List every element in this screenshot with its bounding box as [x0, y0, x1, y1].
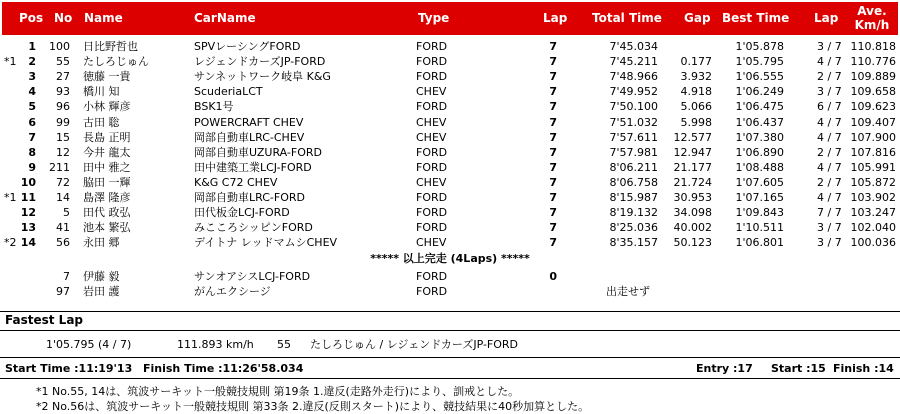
car-name-cell: サンオアシスLCJ-FORD: [194, 270, 311, 283]
laps-cell: 7: [549, 40, 557, 53]
best-lap-cell: 3 / 7: [817, 40, 842, 53]
divider: [0, 378, 900, 379]
penalty-note-2: *2 No.56は、筑波サーキット一般競技規則 第33条 2.違反(反則スタート)により、競技結果に40秒加算とした。: [36, 400, 590, 413]
average-speed-cell: 109.658: [850, 85, 896, 99]
table-row: [0, 99, 900, 114]
fastest-lap-no: 55: [277, 338, 291, 351]
laps-cell: 7: [549, 100, 557, 114]
start-count: Start :15: [771, 362, 826, 375]
car-name-cell: BSK1号: [194, 100, 234, 114]
total-time-cell: 8'06.758: [609, 175, 658, 189]
driver-name-cell: 今井 龍太: [83, 145, 131, 159]
driver-name-cell: 池本 繁弘: [83, 221, 131, 235]
gap-cell: 50.123: [673, 236, 712, 250]
car-no-cell: 27: [56, 70, 70, 84]
table-row: [0, 115, 900, 130]
table-row: [0, 235, 900, 250]
best-lap-cell: 4 / 7: [817, 191, 842, 204]
best-lap-cell: 2 / 7: [817, 145, 842, 159]
completion-label: ***** 以上完走 (4Laps) *****: [370, 252, 530, 265]
car-name-cell: 田中建築工業LCJ-FORD: [194, 160, 312, 174]
laps-cell: 7: [549, 175, 557, 189]
table-row: [0, 69, 900, 84]
engine-type-cell: FORD: [416, 145, 448, 159]
car-no-cell: 41: [56, 221, 70, 235]
best-time-cell: 1'07.165: [735, 191, 784, 204]
total-time-cell: 7'45.034: [609, 40, 658, 53]
gap-cell: 40.002: [673, 221, 712, 235]
laps-cell: 7: [549, 145, 557, 159]
best-lap-cell: 4 / 7: [817, 115, 842, 129]
best-lap-cell: 6 / 7: [817, 100, 842, 114]
car-no-cell: 100: [49, 40, 70, 53]
engine-type-cell: FORD: [416, 206, 448, 220]
laps-cell: 0: [549, 270, 557, 283]
fastest-lap-row: [0, 337, 900, 352]
average-speed-cell: 105.991: [850, 160, 896, 174]
header-pos: Pos: [19, 11, 44, 25]
divider: [0, 311, 900, 312]
car-no-cell: 7: [63, 270, 70, 283]
best-lap-cell: 7 / 7: [817, 206, 842, 220]
engine-type-cell: FORD: [416, 221, 448, 235]
best-time-cell: 1'09.843: [735, 206, 784, 220]
best-lap-cell: 4 / 7: [817, 130, 842, 144]
pos-cell: 11: [20, 191, 36, 204]
driver-name-cell: たしろじゅん: [83, 55, 149, 69]
gap-cell: 21.724: [673, 175, 712, 189]
engine-type-cell: FORD: [416, 285, 448, 298]
best-time-cell: 1'07.380: [735, 130, 784, 144]
table-row: [0, 220, 900, 235]
car-name-cell: 岡部自動車UZURA-FORD: [194, 145, 322, 159]
table-row: [0, 54, 900, 69]
best-time-cell: 1'06.801: [735, 236, 784, 250]
best-lap-cell: 3 / 7: [817, 221, 842, 235]
car-no-cell: 14: [56, 191, 70, 204]
laps-cell: 7: [549, 221, 557, 235]
car-name-cell: デイトナ レッドマムシCHEV: [194, 236, 338, 250]
total-time-cell: 8'35.157: [609, 236, 658, 250]
pos-cell: 9: [28, 160, 36, 174]
header-average-speed: [848, 4, 896, 32]
car-no-cell: 55: [56, 55, 70, 69]
laps-cell: 7: [549, 70, 557, 84]
header-no: No: [54, 11, 73, 25]
average-speed-cell: 102.040: [850, 221, 896, 235]
header-gap: Gap: [684, 11, 711, 25]
pos-cell: 14: [20, 236, 36, 250]
gap-cell: 3.932: [680, 70, 712, 84]
nonfinisher-row: [0, 269, 900, 284]
car-name-cell: SPVレーシングFORD: [194, 40, 301, 53]
engine-type-cell: CHEV: [416, 85, 447, 99]
car-no-cell: 99: [56, 115, 70, 129]
best-lap-cell: 3 / 7: [817, 85, 842, 99]
average-speed-cell: 110.818: [850, 40, 896, 53]
table-row: [0, 84, 900, 99]
gap-cell: 30.953: [673, 191, 712, 204]
best-lap-cell: 3 / 7: [817, 236, 842, 250]
car-no-cell: 56: [56, 236, 70, 250]
driver-name-cell: 脇田 一輝: [83, 175, 131, 189]
average-speed-cell: 110.776: [850, 55, 896, 69]
driver-name-cell: 田代 政弘: [83, 206, 131, 220]
table-row: [0, 39, 900, 54]
laps-cell: 7: [549, 130, 557, 144]
pos-cell: 10: [20, 175, 36, 189]
car-name-cell: がんエクシージ: [194, 285, 271, 298]
average-speed-cell: 109.407: [850, 115, 896, 129]
total-time-cell: 7'50.100: [609, 100, 658, 114]
best-time-cell: 1'06.249: [735, 85, 784, 99]
engine-type-cell: FORD: [416, 270, 448, 283]
driver-name-cell: 永田 郷: [83, 236, 120, 250]
total-time-cell: 7'57.611: [609, 130, 658, 144]
laps-cell: 7: [549, 85, 557, 99]
header-lap: Lap: [543, 11, 568, 25]
start-time: Start Time :11:19'13: [5, 362, 133, 375]
penalty-mark: *1: [4, 191, 17, 204]
car-no-cell: 5: [63, 206, 70, 220]
table-row: [0, 145, 900, 160]
total-time-cell: 7'51.032: [609, 115, 658, 129]
average-speed-cell: 107.816: [850, 145, 896, 159]
penalty-note-1: *1 No.55, 14は、筑波サーキット一般競技規則 第19条 1.違反(走路外走行)により、訓戒とした。: [36, 385, 520, 398]
best-time-cell: 1'07.605: [735, 175, 784, 189]
average-speed-cell: 100.036: [850, 236, 896, 250]
engine-type-cell: FORD: [416, 191, 448, 204]
engine-type-cell: FORD: [416, 100, 448, 114]
best-time-cell: 1'06.437: [735, 115, 784, 129]
driver-name-cell: 小林 輝彦: [83, 100, 131, 114]
average-speed-cell: 109.623: [850, 100, 896, 114]
total-time-cell: 8'25.036: [609, 221, 658, 235]
best-time-cell: 1'06.555: [735, 70, 784, 84]
car-name-cell: 岡部自動車LRC-CHEV: [194, 130, 305, 144]
header-best-time: Best Time: [722, 11, 790, 25]
car-no-cell: 96: [56, 100, 70, 114]
laps-cell: 7: [549, 236, 557, 250]
best-time-cell: 1'10.511: [735, 221, 784, 235]
fastest-lap-speed: 111.893 km/h: [177, 338, 254, 351]
best-time-cell: 1'08.488: [735, 160, 784, 174]
average-speed-cell: 103.902: [850, 191, 896, 204]
header-best-lap: Lap: [814, 11, 839, 25]
pos-cell: 5: [28, 100, 36, 114]
car-no-cell: 15: [56, 130, 70, 144]
gap-cell: 5.066: [680, 100, 712, 114]
finish-time: Finish Time :11:26'58.034: [143, 362, 304, 375]
total-time-cell: 7'45.211: [609, 55, 658, 69]
engine-type-cell: FORD: [416, 160, 448, 174]
laps-cell: 7: [549, 115, 557, 129]
gap-cell: 34.098: [673, 206, 712, 220]
table-row: [0, 160, 900, 175]
engine-type-cell: FORD: [416, 70, 448, 84]
best-time-cell: 1'05.795: [735, 55, 784, 69]
gap-cell: 12.947: [673, 145, 712, 159]
driver-name-cell: 徳藤 一貴: [83, 70, 131, 84]
header-name: Name: [84, 11, 123, 25]
header-total-time: Total Time: [592, 11, 662, 25]
divider: [0, 357, 900, 358]
table-row: [0, 205, 900, 220]
gap-cell: 0.177: [680, 55, 712, 69]
driver-name-cell: 長島 正明: [83, 130, 131, 144]
pos-cell: 7: [28, 130, 36, 144]
total-time-cell: 8'15.987: [609, 191, 658, 204]
engine-type-cell: FORD: [416, 55, 448, 69]
car-name-cell: レジェンドカーズJP-FORD: [194, 55, 326, 69]
pos-cell: 13: [20, 221, 36, 235]
race-times-row: [0, 361, 900, 376]
best-lap-cell: 4 / 7: [817, 55, 842, 69]
car-no-cell: 93: [56, 85, 70, 99]
status-cell: 出走せず: [606, 285, 650, 298]
laps-cell: 7: [549, 191, 557, 204]
gap-cell: 12.577: [673, 130, 712, 144]
best-lap-cell: 2 / 7: [817, 175, 842, 189]
header-ave-label: Ave.: [857, 4, 887, 18]
laps-cell: 7: [549, 206, 557, 220]
engine-type-cell: CHEV: [416, 175, 447, 189]
engine-type-cell: CHEV: [416, 236, 447, 250]
table-row: [0, 130, 900, 145]
car-name-cell: K&G C72 CHEV: [194, 175, 278, 189]
pos-cell: 1: [28, 40, 36, 53]
driver-name-cell: 伊藤 毅: [83, 270, 120, 283]
car-name-cell: 岡部自動車LRC-FORD: [194, 191, 305, 204]
pos-cell: 3: [28, 70, 36, 84]
gap-cell: 21.177: [673, 160, 712, 174]
divider: [0, 330, 900, 331]
laps-cell: 7: [549, 160, 557, 174]
average-speed-cell: 109.889: [850, 70, 896, 84]
car-name-cell: みこころシッピンFORD: [194, 221, 313, 235]
fastest-lap-title: Fastest Lap: [5, 313, 83, 327]
engine-type-cell: CHEV: [416, 130, 447, 144]
average-speed-cell: 105.872: [850, 175, 896, 189]
car-no-cell: 97: [56, 285, 70, 298]
fastest-lap-time: 1'05.795 (4 / 7): [46, 338, 132, 351]
driver-name-cell: 日比野哲也: [83, 40, 138, 53]
header-carname: CarName: [194, 11, 256, 25]
gap-cell: 4.918: [680, 85, 712, 99]
best-lap-cell: 4 / 7: [817, 160, 842, 174]
header-kmh-label: Km/h: [854, 18, 890, 32]
total-time-cell: 8'19.132: [609, 206, 658, 220]
laps-cell: 7: [549, 55, 557, 69]
driver-name-cell: 岩田 護: [83, 285, 120, 298]
engine-type-cell: FORD: [416, 40, 448, 53]
total-time-cell: 7'48.966: [609, 70, 658, 84]
driver-name-cell: 島澤 隆彦: [83, 191, 131, 204]
best-lap-cell: 2 / 7: [817, 70, 842, 84]
pos-cell: 4: [28, 85, 36, 99]
driver-name-cell: 橋川 知: [83, 85, 120, 99]
pos-cell: 6: [28, 115, 36, 129]
car-name-cell: サンネットワーク岐阜 K&G: [194, 70, 331, 84]
pos-cell: 2: [28, 55, 36, 69]
best-time-cell: 1'06.890: [735, 145, 784, 159]
header-type: Type: [418, 11, 450, 25]
total-time-cell: 7'49.952: [609, 85, 658, 99]
fastest-lap-driver: たしろじゅん / レジェンドカーズJP-FORD: [310, 338, 519, 351]
car-name-cell: ScuderiaLCT: [194, 85, 263, 99]
car-no-cell: 211: [49, 160, 70, 174]
pos-cell: 12: [20, 206, 36, 220]
pos-cell: 8: [28, 145, 36, 159]
total-time-cell: 7'57.981: [609, 145, 658, 159]
gap-cell: 5.998: [680, 115, 712, 129]
table-row: [0, 175, 900, 190]
best-time-cell: 1'05.878: [735, 40, 784, 53]
penalty-mark: *2: [4, 236, 17, 250]
average-speed-cell: 103.247: [850, 206, 896, 220]
car-no-cell: 12: [56, 145, 70, 159]
car-name-cell: 田代板金LCJ-FORD: [194, 206, 290, 220]
finish-count: Finish :14: [833, 362, 894, 375]
completion-row: [0, 251, 900, 266]
best-time-cell: 1'06.475: [735, 100, 784, 114]
total-time-cell: 8'06.211: [609, 160, 658, 174]
driver-name-cell: 古田 聡: [83, 115, 120, 129]
nonfinisher-row: [0, 284, 900, 299]
table-row: [0, 190, 900, 205]
entry-count: Entry :17: [696, 362, 753, 375]
engine-type-cell: CHEV: [416, 115, 447, 129]
results-header: [2, 2, 898, 35]
car-name-cell: POWERCRAFT CHEV: [194, 115, 304, 129]
driver-name-cell: 田中 雅之: [83, 160, 131, 174]
penalty-mark: *1: [4, 55, 17, 69]
car-no-cell: 72: [56, 175, 70, 189]
average-speed-cell: 107.900: [850, 130, 896, 144]
